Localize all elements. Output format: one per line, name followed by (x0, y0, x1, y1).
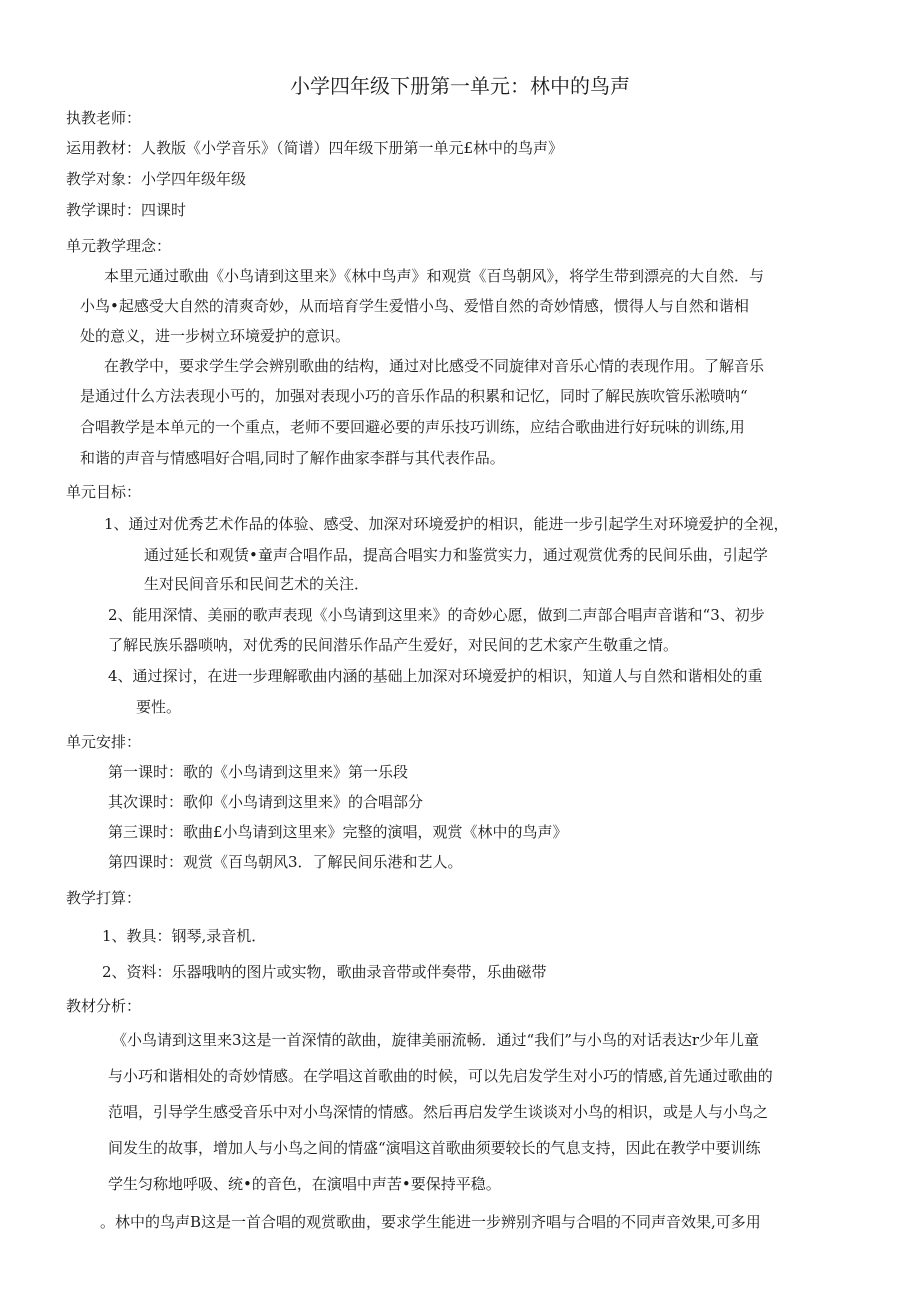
periods-line: 教学课时：四课时 (66, 201, 187, 219)
analysis-line: 。林中的鸟声B这是一首合唱的观赏歌曲，要求学生能进一步辨别齐唱与合唱的不同声音效果,可多用 (100, 1213, 761, 1231)
concept-line: 本里元通过歌曲《小鸟请到这里来》《林中鸟声》和观赏《百鸟朝风》，将学生带到漂亮的大自然．与 (104, 267, 765, 285)
prep-line: 1、教具：钢琴,录音机． (102, 927, 267, 945)
teacher-line: 执教老师： (66, 109, 142, 127)
schedule-line: 其次课时：歌仰《小鸟请到这里来》的合唱部分 (108, 793, 424, 811)
material-line: 运用教材：人教版《小学音乐》（简谱）四年级下册第一单元£林中的鸟声》 (66, 139, 564, 157)
analysis-line: 范唱，引导学生感受音乐中对小鸟深情的情感。然后再启发学生谈谈对小鸟的相识，或是人与小鸟之 (108, 1103, 769, 1121)
goal-line: 通过延长和观赁•童声合唱作品，提高合唱实力和鉴赏实力，通过观赏优秀的民间乐曲，引起学 (144, 546, 768, 564)
document-title: 小学四年级下册第一单元：林中的鸟声 (290, 74, 630, 98)
schedule-line: 第三课时：歌曲£小鸟请到这里来》完整的演唱，观赏《林中的鸟声》 (108, 823, 568, 841)
concept-line: 在教学中，要求学生学会辨别歌曲的结构，通过对比感受不同旋律对音乐心情的表现作用。了解音乐 (104, 357, 765, 375)
goal-line: 生对民间音乐和民间艺术的关注． (144, 575, 370, 593)
schedule-line: 第四课时：观赏《百鸟朝风3．了解民间乐港和艺人。 (108, 853, 463, 871)
schedule-heading: 单元安排： (66, 733, 142, 751)
concept-line: 是通过什么方法表现小丐的，加强对表现小巧的音乐作品的积累和记忆，同时了解民族吹管乐淞喷呐“ (80, 387, 748, 405)
target-line: 教学对象：小学四年级年级 (66, 170, 247, 188)
goals-heading: 单元目标： (66, 483, 142, 501)
analysis-line: 间发生的故事，增加人与小鸟之间的情盛“演唱这首歌曲须要较长的气息支持，因此在教学中要训练 (108, 1139, 761, 1157)
analysis-line: 学生匀称地呼吸、统•的音色，在演唱中声苦•要保持平稳。 (108, 1175, 501, 1193)
analysis-line: 《小鸟请到这里来3这是一首深情的歆曲，旋律美丽流畅．通过“我们”与小鸟的对话表达r少年儿童 (112, 1031, 760, 1049)
concept-heading: 单元教学理念： (66, 237, 172, 255)
analysis-heading: 教材分析： (66, 997, 142, 1015)
prep-line: 2、资料：乐器哦呐的图片或实物，歌曲录音带或伴奏带，乐曲磁带 (102, 963, 547, 981)
prep-heading: 教学打算： (66, 889, 142, 907)
analysis-line: 与小巧和谐相处的奇妙情感。在学唱这首歌曲的时候，可以先启发学生对小巧的情感,首先通过歌曲的 (108, 1067, 773, 1085)
goal-line: 2、能用深情、美丽的歌声表现《小鸟请到这里来》的奇妙心愿，做到二声部合唱声音谐和“3、初步 (108, 606, 765, 624)
goal-line: 要性。 (136, 698, 182, 716)
concept-line: 处的意义，进一步树立环境爱护的意识。 (80, 327, 351, 345)
concept-line: 合唱教学是本单元的一个重点，老师不要回避必要的声乐技巧训练，应结合歌曲进行好玩味的训练,用 (80, 418, 745, 436)
goal-line: 1、通过对优秀艺术作品的体验、感受、加深对环境爱护的相识，能进一步引起学生对环境爱护的全视， (104, 515, 789, 533)
concept-line: 小鸟•起感受大自然的清爽奇妙，从而培育学生爱惜小鸟、爱惜自然的奇妙情感，惯得人与自然和谐相 (80, 297, 749, 315)
schedule-line: 第一课时：歌的《小鸟请到这里来》第一乐段 (108, 763, 409, 781)
goal-line: 了解民族乐器唢呐，对优秀的民间潜乐作品产生爱好，对民间的艺术家产生敬重之情。 (108, 636, 679, 654)
concept-line: 和谐的声音与情感唱好合唱,同时了解作曲家李群与其代表作品。 (80, 449, 505, 467)
goal-line: 4、通过探讨，在进一步理解歌曲内涵的基础上加深对环境爱护的相识，知道人与自然和谐相处的重 (108, 667, 763, 685)
